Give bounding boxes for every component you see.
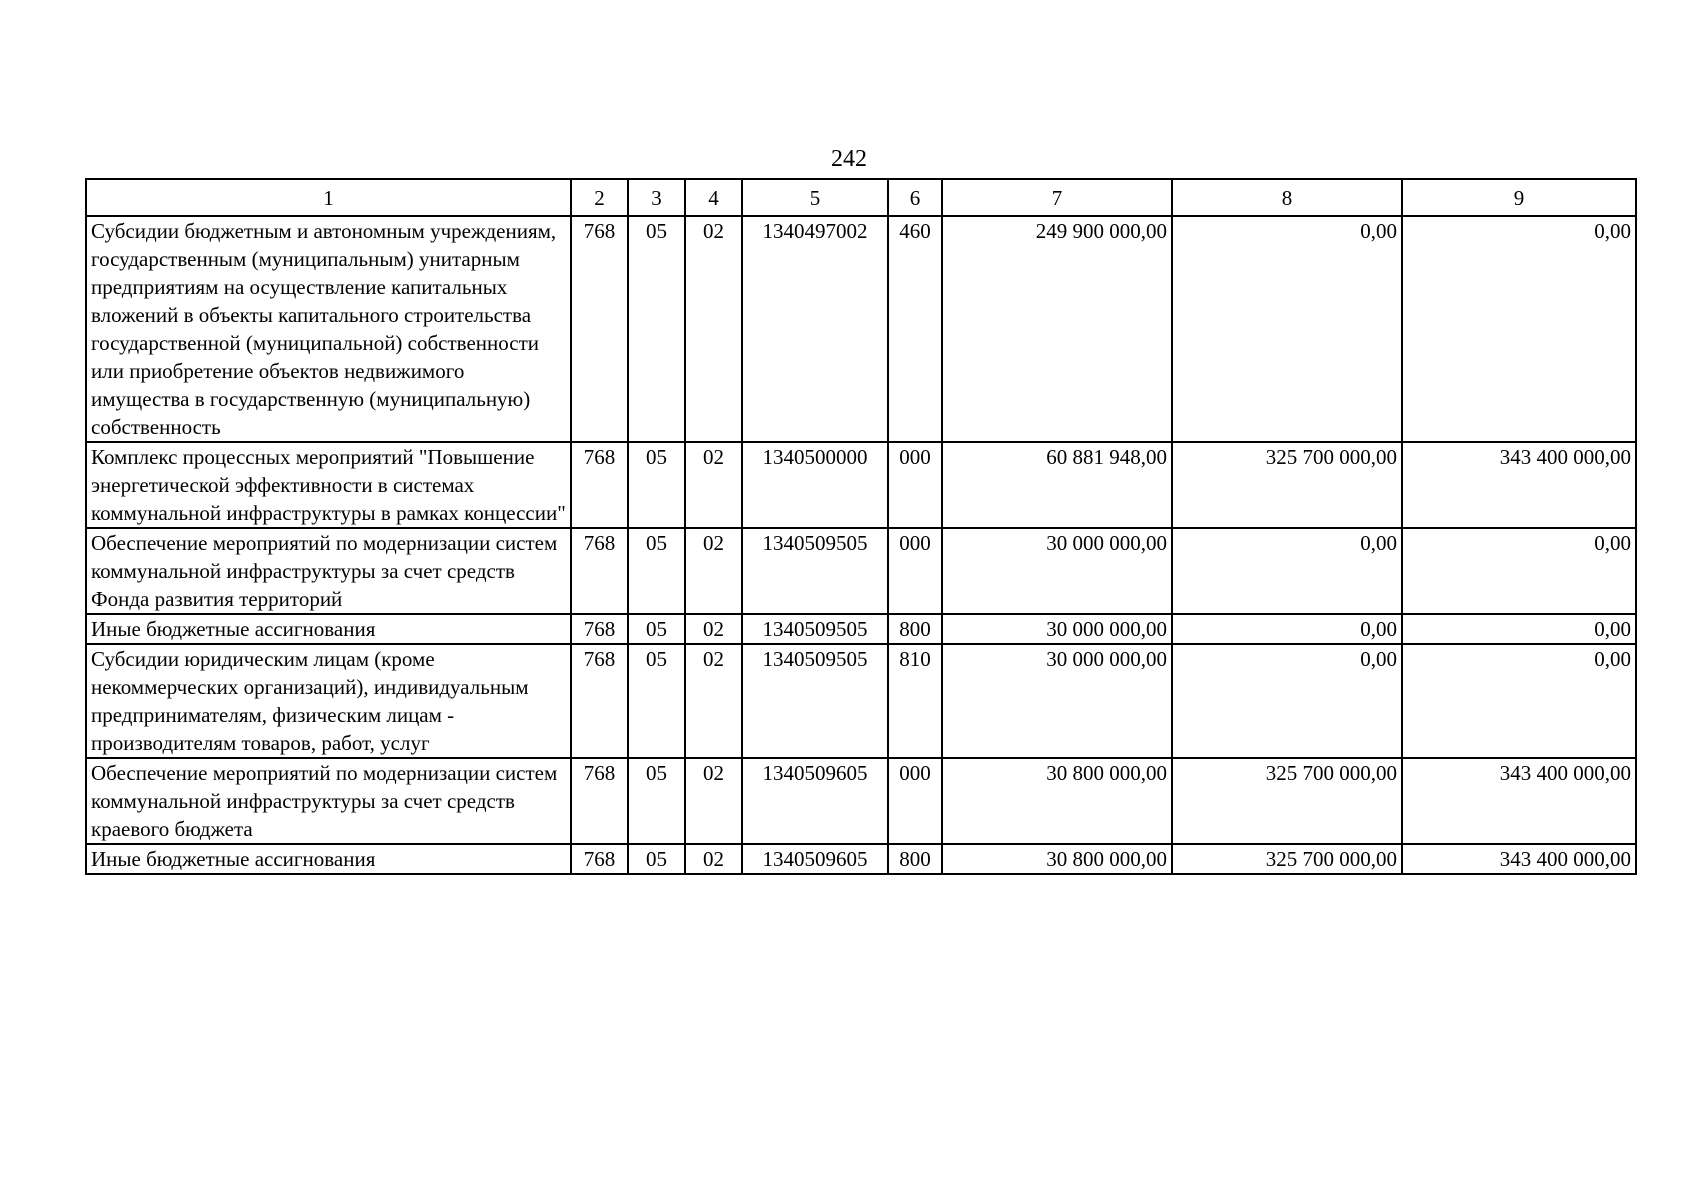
cell-section-code: 05 <box>628 528 685 614</box>
table-row <box>86 644 1636 758</box>
row-description: Обеспечение мероприятий по модернизации систем коммунальной инфраструктуры за счет средств Фонда развития территорий <box>86 528 571 614</box>
row-description: Субсидии бюджетным и автономным учреждениям, государственным (муниципальным) унитарным предприятиям на осуществление капитальных вложений в объекты капитального строительства государственной (муниципальной) собственности или приобретение объектов недвижимого имущества в государственную (муниципальную) собственность <box>86 216 571 442</box>
header-cell-4: 4 <box>685 179 742 216</box>
cell-subsection-code: 02 <box>685 614 742 644</box>
cell-amount-col7: 30 000 000,00 <box>942 644 1172 758</box>
cell-amount-col8: 0,00 <box>1172 614 1402 644</box>
cell-section-code: 05 <box>628 644 685 758</box>
cell-section-code: 05 <box>628 216 685 442</box>
cell-amount-col7: 30 800 000,00 <box>942 844 1172 874</box>
cell-amount-col9: 343 400 000,00 <box>1402 844 1636 874</box>
table-row <box>86 216 1636 442</box>
cell-amount-col8: 0,00 <box>1172 216 1402 442</box>
cell-ministry-code: 768 <box>571 442 628 528</box>
header-cell-1: 1 <box>86 179 571 216</box>
cell-target-article: 1340509505 <box>742 644 888 758</box>
cell-expense-type: 800 <box>888 844 942 874</box>
cell-amount-col9: 343 400 000,00 <box>1402 758 1636 844</box>
table-row <box>86 844 1636 874</box>
row-description: Комплекс процессных мероприятий "Повышение энергетической эффективности в системах коммунальной инфраструктуры в рамках концессии" <box>86 442 571 528</box>
row-description: Иные бюджетные ассигнования <box>86 844 571 874</box>
table-header <box>86 179 1636 216</box>
cell-expense-type: 000 <box>888 528 942 614</box>
cell-ministry-code: 768 <box>571 614 628 644</box>
cell-amount-col7: 30 800 000,00 <box>942 758 1172 844</box>
cell-expense-type: 000 <box>888 758 942 844</box>
cell-target-article: 1340509505 <box>742 614 888 644</box>
header-row <box>86 179 1636 216</box>
table-row <box>86 758 1636 844</box>
cell-ministry-code: 768 <box>571 528 628 614</box>
budget-table <box>85 178 1637 875</box>
header-cell-3: 3 <box>628 179 685 216</box>
cell-section-code: 05 <box>628 442 685 528</box>
cell-amount-col9: 0,00 <box>1402 216 1636 442</box>
header-cell-2: 2 <box>571 179 628 216</box>
header-cell-9: 9 <box>1402 179 1636 216</box>
table-row <box>86 614 1636 644</box>
row-description: Субсидии юридическим лицам (кроме некоммерческих организаций), индивидуальным предпринимателям, физическим лицам - производителям товаров, работ, услуг <box>86 644 571 758</box>
cell-target-article: 1340497002 <box>742 216 888 442</box>
cell-expense-type: 000 <box>888 442 942 528</box>
header-cell-6: 6 <box>888 179 942 216</box>
page-number: 242 <box>831 146 867 172</box>
row-description: Иные бюджетные ассигнования <box>86 614 571 644</box>
cell-section-code: 05 <box>628 614 685 644</box>
cell-subsection-code: 02 <box>685 644 742 758</box>
cell-section-code: 05 <box>628 758 685 844</box>
cell-amount-col8: 0,00 <box>1172 528 1402 614</box>
table-row <box>86 442 1636 528</box>
cell-ministry-code: 768 <box>571 844 628 874</box>
header-cell-5: 5 <box>742 179 888 216</box>
cell-subsection-code: 02 <box>685 528 742 614</box>
cell-amount-col9: 0,00 <box>1402 644 1636 758</box>
cell-ministry-code: 768 <box>571 644 628 758</box>
cell-section-code: 05 <box>628 844 685 874</box>
table-row <box>86 528 1636 614</box>
cell-amount-col9: 0,00 <box>1402 614 1636 644</box>
row-description: Обеспечение мероприятий по модернизации систем коммунальной инфраструктуры за счет средств краевого бюджета <box>86 758 571 844</box>
cell-amount-col8: 0,00 <box>1172 644 1402 758</box>
cell-target-article: 1340509505 <box>742 528 888 614</box>
cell-target-article: 1340509605 <box>742 758 888 844</box>
cell-amount-col7: 30 000 000,00 <box>942 614 1172 644</box>
cell-amount-col8: 325 700 000,00 <box>1172 844 1402 874</box>
header-cell-8: 8 <box>1172 179 1402 216</box>
cell-target-article: 1340509605 <box>742 844 888 874</box>
cell-amount-col8: 325 700 000,00 <box>1172 758 1402 844</box>
cell-amount-col9: 343 400 000,00 <box>1402 442 1636 528</box>
cell-amount-col7: 60 881 948,00 <box>942 442 1172 528</box>
header-cell-7: 7 <box>942 179 1172 216</box>
cell-expense-type: 460 <box>888 216 942 442</box>
cell-subsection-code: 02 <box>685 442 742 528</box>
cell-amount-col7: 30 000 000,00 <box>942 528 1172 614</box>
cell-expense-type: 800 <box>888 614 942 644</box>
cell-target-article: 1340500000 <box>742 442 888 528</box>
cell-amount-col8: 325 700 000,00 <box>1172 442 1402 528</box>
cell-amount-col7: 249 900 000,00 <box>942 216 1172 442</box>
cell-ministry-code: 768 <box>571 216 628 442</box>
table-body <box>86 216 1636 874</box>
cell-ministry-code: 768 <box>571 758 628 844</box>
cell-amount-col9: 0,00 <box>1402 528 1636 614</box>
cell-subsection-code: 02 <box>685 844 742 874</box>
cell-subsection-code: 02 <box>685 758 742 844</box>
cell-subsection-code: 02 <box>685 216 742 442</box>
cell-expense-type: 810 <box>888 644 942 758</box>
